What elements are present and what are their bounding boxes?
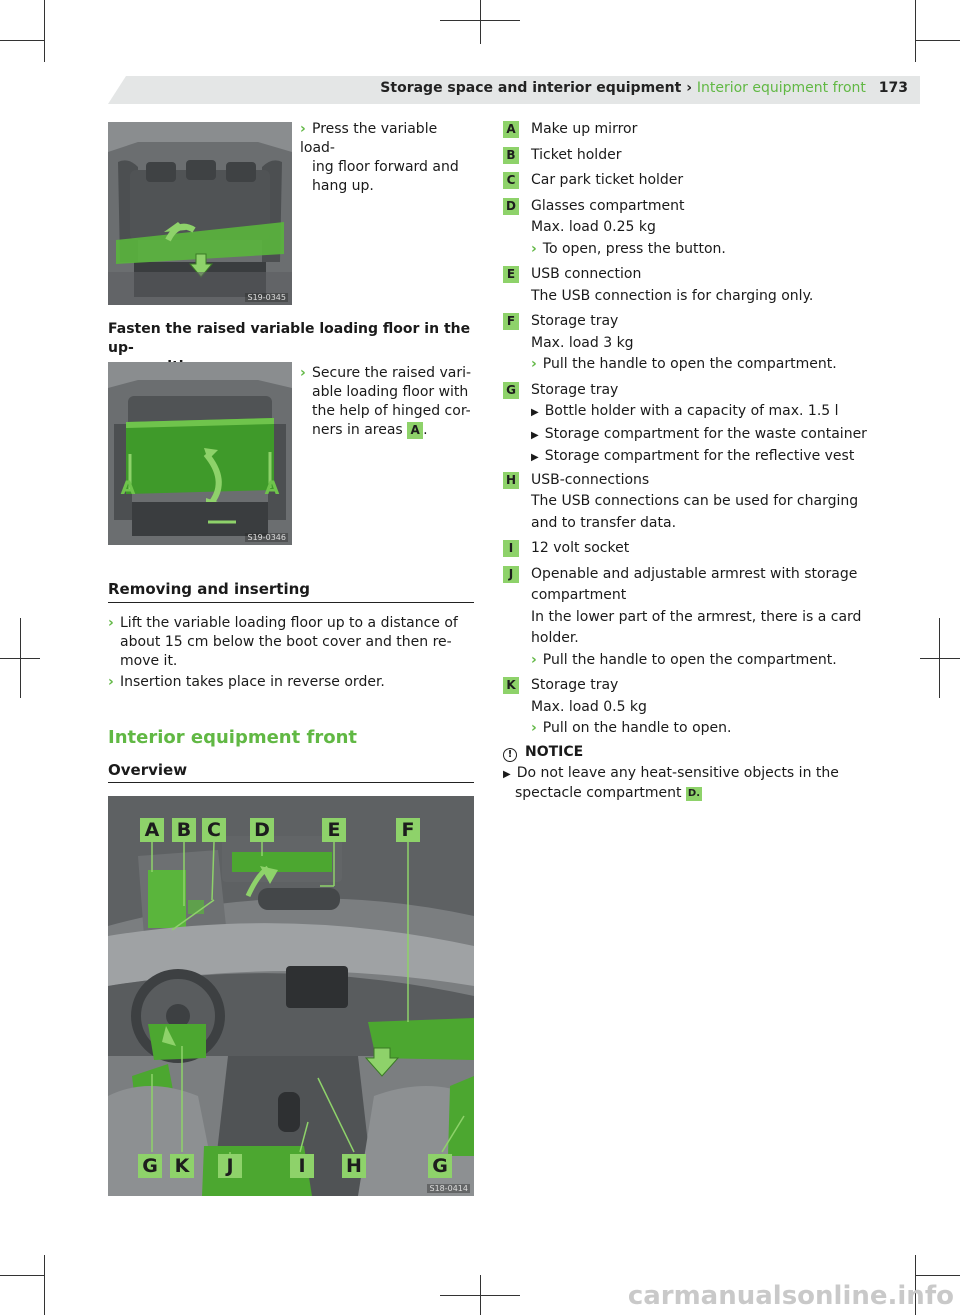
page-number: 173	[878, 80, 908, 96]
legend-text: Bottle holder with a capacity of max. 1.5 l	[544, 403, 839, 419]
legend-tag: F	[503, 313, 519, 330]
legend-line	[531, 492, 881, 511]
crop-mark	[915, 0, 916, 62]
notice-text: spectacle compartment	[515, 785, 682, 801]
crop-mark	[0, 1275, 44, 1276]
legend-text: The USB connections can be used for charging	[531, 493, 859, 509]
interior-illustration	[108, 796, 474, 1196]
legend-tag: C	[503, 172, 519, 189]
legend-tag: G	[503, 382, 519, 399]
callout-a-left: A	[120, 477, 136, 499]
legend-text: Max. load 3 kg	[531, 334, 634, 351]
legend-body	[531, 146, 881, 165]
caption-line: Fasten the raised variable loading floor in the up-	[108, 321, 471, 356]
legend-text: Ticket holder	[531, 146, 622, 163]
legend-line	[531, 586, 881, 605]
callout-i: I	[290, 1154, 314, 1178]
legend-line	[531, 565, 881, 584]
bullet-icon: ▶	[531, 407, 539, 418]
legend-line	[531, 265, 881, 284]
figure-code: S18-0414	[429, 1184, 468, 1193]
callout-e: E	[322, 818, 346, 842]
step-text: .	[423, 422, 428, 438]
callout-g-left: G	[138, 1154, 162, 1178]
section-rule	[108, 602, 474, 603]
legend-text: and to transfer data.	[531, 514, 677, 531]
legend-line	[531, 608, 881, 627]
watermark: carmanualsonline.info	[627, 1281, 954, 1311]
header-separator: ›	[686, 80, 692, 96]
callout-f: F	[396, 818, 420, 842]
crop-mark	[0, 40, 44, 41]
notice-icon: !	[503, 748, 517, 762]
legend-text: Pull the handle to open the compartment.	[542, 356, 837, 372]
notice-body	[503, 764, 883, 803]
legend-line	[531, 197, 881, 216]
crop-mark	[20, 618, 21, 698]
step-text: ing floor forward and	[312, 159, 459, 175]
legend-text: 12 volt socket	[531, 540, 630, 556]
callout-g-right: G	[428, 1154, 452, 1178]
callout-h: H	[342, 1154, 366, 1178]
chevron-icon: ›	[300, 365, 306, 381]
chevron-icon: ›	[531, 720, 537, 736]
legend-text: holder.	[531, 630, 579, 646]
step-text: hang up.	[312, 178, 374, 194]
legend-text: In the lower part of the armrest, there is a card	[531, 608, 862, 625]
legend-line	[531, 471, 881, 490]
overview-heading: Overview	[108, 761, 188, 779]
figure-code: S19-0346	[247, 533, 286, 542]
legend-text: To open, press the button.	[542, 240, 726, 257]
step-press-floor	[300, 120, 470, 196]
step-text: about 15 cm below the boot cover and then re-	[120, 634, 452, 650]
legend-line	[531, 676, 881, 695]
legend-body	[531, 197, 881, 259]
chevron-icon: ›	[531, 651, 537, 668]
legend-text: Make up mirror	[531, 121, 638, 137]
figure-interior-overview	[108, 796, 474, 1196]
legend-body	[531, 120, 881, 139]
legend-body	[531, 312, 881, 374]
ref-tag-d: D.	[687, 788, 700, 799]
crop-mark	[44, 1255, 45, 1315]
step-text: Lift the variable loading floor up to a distance of	[120, 615, 458, 631]
legend-line	[531, 218, 881, 237]
legend-tag: K	[503, 677, 519, 694]
legend-line	[531, 539, 881, 558]
legend-tag: H	[503, 472, 519, 489]
legend-line	[531, 334, 881, 353]
callout-d: D	[250, 818, 274, 842]
legend-tag: B	[503, 147, 519, 164]
legend-line	[531, 514, 881, 533]
legend-line	[531, 629, 881, 648]
figure-boot-floor-raised	[108, 362, 292, 545]
legend-line	[531, 698, 881, 717]
legend-line	[531, 719, 881, 738]
legend-line	[531, 120, 881, 139]
notice-heading	[503, 744, 583, 762]
running-header	[380, 80, 908, 96]
boot-raised-illustration	[108, 362, 292, 545]
crop-mark	[920, 658, 960, 659]
legend-text: Car park ticket holder	[531, 172, 684, 188]
legend-tag: D	[503, 198, 519, 215]
step-text: Press the variable load-	[300, 121, 438, 156]
legend-text: Storage tray	[531, 677, 619, 693]
bullet-icon: ▶	[503, 769, 511, 780]
section-heading-removing: Removing and inserting	[108, 580, 311, 598]
legend-line	[531, 171, 881, 190]
chevron-icon: ›	[531, 240, 537, 257]
step-text: move it.	[120, 653, 178, 669]
callout-c: C	[202, 818, 226, 842]
section-rule	[108, 782, 474, 783]
notice-title: NOTICE	[525, 744, 584, 760]
legend-text: compartment	[531, 587, 627, 603]
legend-tag: E	[503, 266, 519, 283]
legend-body	[531, 676, 881, 738]
step-text: ners in areas	[312, 422, 403, 438]
legend-line	[531, 312, 881, 331]
legend-text: USB connection	[531, 266, 642, 282]
figure-code: S19-0345	[247, 293, 286, 302]
legend-tag: I	[503, 540, 519, 557]
legend-tag: J	[503, 566, 519, 583]
legend-text: USB-connections	[531, 471, 650, 488]
legend-list	[503, 120, 883, 736]
crop-mark	[44, 0, 45, 62]
crop-mark	[939, 618, 940, 698]
callout-j: J	[218, 1154, 242, 1178]
interior-equipment-title: Interior equipment front	[108, 727, 357, 748]
legend-text: Max. load 0.5 kg	[531, 698, 647, 715]
legend-line	[531, 381, 881, 400]
legend-body	[531, 381, 881, 468]
legend-line	[531, 447, 881, 467]
legend-line	[531, 651, 881, 670]
legend-body	[531, 171, 881, 190]
callout-a-right: A	[264, 477, 280, 499]
legend-text: Storage compartment for the waste container	[544, 425, 867, 442]
legend-body	[531, 565, 881, 670]
legend-line	[531, 402, 881, 422]
chevron-icon: ›	[531, 356, 537, 372]
legend-text: Glasses compartment	[531, 197, 685, 214]
legend-line	[531, 355, 881, 374]
step-secure-floor	[300, 364, 472, 440]
legend-text: Max. load 0.25 kg	[531, 219, 656, 235]
legend-text: Storage compartment for the reflective vest	[544, 448, 855, 464]
legend-text: Pull the handle to open the compartment.	[542, 651, 837, 668]
chevron-icon: ›	[108, 615, 114, 631]
callout-b: B	[172, 818, 196, 842]
legend-text: Openable and adjustable armrest with storage	[531, 565, 858, 582]
legend-body	[531, 265, 881, 306]
legend-line	[531, 425, 881, 445]
chevron-icon: ›	[108, 674, 114, 690]
crop-mark	[916, 1275, 960, 1276]
legend-body	[531, 471, 881, 533]
legend-tag: A	[503, 121, 519, 138]
legend-body	[531, 539, 881, 558]
crop-mark	[480, 0, 481, 44]
crop-mark	[480, 1275, 481, 1315]
figure-boot-floor-hang	[108, 122, 292, 305]
header-subsection: Interior equipment front	[696, 80, 866, 96]
callout-a: A	[140, 818, 164, 842]
step-lift-floor	[108, 614, 474, 671]
notice-text: Do not leave any heat-sensitive objects in the	[516, 765, 839, 781]
legend-text: Storage tray	[531, 313, 619, 329]
legend-text: The USB connection is for charging only.	[531, 287, 814, 304]
step-insertion	[108, 673, 474, 692]
callout-k: K	[170, 1154, 194, 1178]
legend-text: Pull on the handle to open.	[542, 720, 732, 736]
legend-text: Storage tray	[531, 381, 619, 398]
step-text: Secure the raised vari-	[312, 365, 472, 381]
legend-line	[531, 146, 881, 165]
boot-floor-illustration	[108, 122, 292, 305]
header-section: Storage space and interior equipment	[380, 80, 682, 96]
chevron-icon: ›	[300, 121, 306, 137]
step-text: able loading floor with	[312, 384, 469, 400]
crop-mark	[916, 40, 960, 41]
bullet-icon: ▶	[531, 429, 539, 441]
legend-line	[531, 240, 881, 259]
bullet-icon: ▶	[531, 452, 539, 463]
legend-line	[531, 287, 881, 306]
ref-tag-a: A	[407, 422, 423, 439]
step-text: Insertion takes place in reverse order.	[120, 674, 385, 690]
step-text: the help of hinged cor-	[312, 403, 471, 419]
